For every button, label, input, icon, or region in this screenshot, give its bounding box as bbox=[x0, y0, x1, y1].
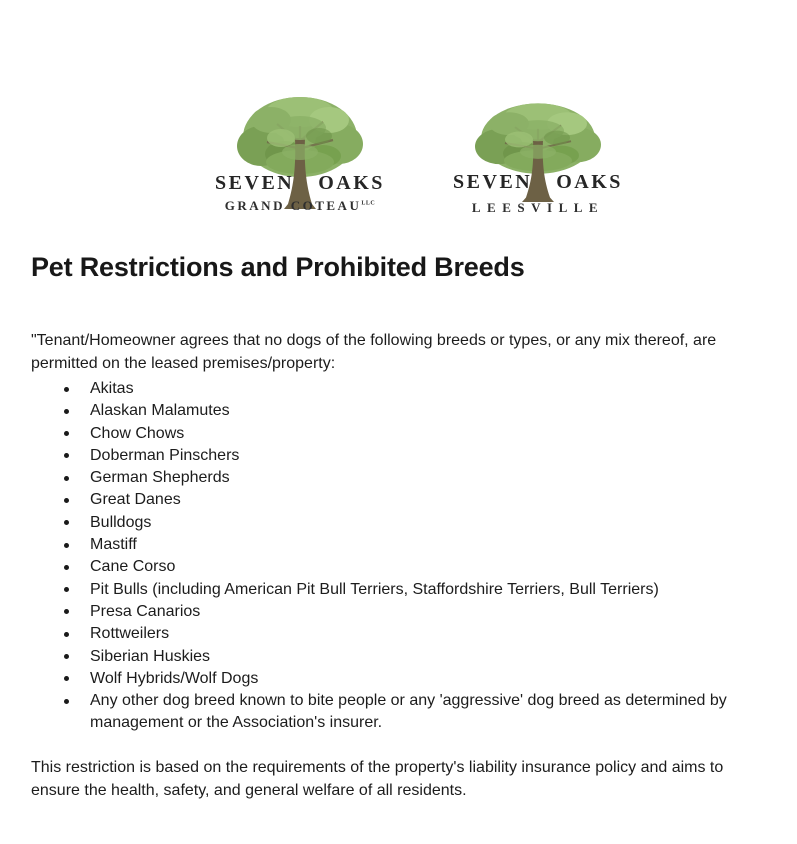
logo-word-seven: SEVEN bbox=[215, 172, 295, 194]
breed-label: Siberian Huskies bbox=[90, 647, 211, 665]
logo-subtitle-text: LEESVILLE bbox=[471, 200, 605, 215]
breed-label: Any other dog breed known to bite people or any 'aggressive' dog breed as determined by management or the Association's insurer. bbox=[90, 692, 727, 732]
list-item bbox=[63, 378, 797, 400]
intro-line: permitted on the leased premises/property: bbox=[31, 355, 336, 372]
logo-seven-oaks-grand-coteau bbox=[205, 92, 395, 224]
breed-label: Great Danes bbox=[90, 491, 181, 509]
logo-subtitle bbox=[205, 198, 395, 214]
intro-paragraph bbox=[31, 329, 716, 375]
logo-name bbox=[443, 171, 633, 194]
list-item bbox=[63, 623, 797, 645]
list-item bbox=[63, 423, 797, 445]
logo-subtitle-text: GRAND COTEAU bbox=[224, 198, 362, 213]
list-item bbox=[63, 445, 797, 467]
list-item bbox=[63, 512, 797, 534]
breed-label: Pit Bulls (including American Pit Bull Terriers, Staffordshire Terriers, Bull Terriers) bbox=[90, 580, 659, 598]
closing-line: ensure the health, safety, and general welfare of all residents. bbox=[31, 782, 467, 799]
list-item bbox=[63, 400, 797, 422]
breed-label: Chow Chows bbox=[90, 424, 185, 442]
breed-label: Wolf Hybrids/Wolf Dogs bbox=[90, 669, 259, 687]
breed-label: Akitas bbox=[90, 380, 134, 397]
logo-llc-suffix: LLC bbox=[361, 200, 376, 207]
list-item bbox=[63, 668, 797, 690]
logo-seven-oaks-leesville bbox=[443, 97, 633, 229]
intro-line: "Tenant/Homeowner agrees that no dogs of the following breeds or types, or any mix thereof, are bbox=[31, 332, 717, 349]
list-item bbox=[63, 556, 797, 578]
logo-word-oaks: OAKS bbox=[556, 171, 623, 193]
breed-label: Alaskan Malamutes bbox=[90, 402, 230, 420]
list-item bbox=[63, 579, 797, 601]
list-item bbox=[63, 690, 797, 735]
breed-label: Rottweilers bbox=[90, 625, 170, 643]
closing-line: This restriction is based on the requirements of the property's liability insurance policy and aims to bbox=[31, 759, 724, 776]
logo-word-oaks: OAKS bbox=[318, 172, 385, 194]
page-title: Pet Restrictions and Prohibited Breeds bbox=[31, 252, 525, 282]
breed-list bbox=[0, 378, 797, 735]
breed-label: Bulldogs bbox=[90, 513, 152, 531]
list-item bbox=[63, 467, 797, 489]
list-item bbox=[63, 601, 797, 623]
closing-paragraph bbox=[31, 756, 723, 802]
logo-subtitle bbox=[443, 200, 633, 216]
breed-label: Cane Corso bbox=[90, 558, 176, 576]
breed-label: Presa Canarios bbox=[90, 602, 201, 620]
breed-label: Doberman Pinschers bbox=[90, 446, 240, 464]
logo-word-seven: SEVEN bbox=[453, 171, 533, 193]
breed-label: German Shepherds bbox=[90, 469, 230, 487]
list-item bbox=[63, 534, 797, 556]
breed-label: Mastiff bbox=[90, 536, 137, 554]
list-item bbox=[63, 646, 797, 668]
logo-name bbox=[205, 172, 395, 195]
list-item bbox=[63, 489, 797, 511]
